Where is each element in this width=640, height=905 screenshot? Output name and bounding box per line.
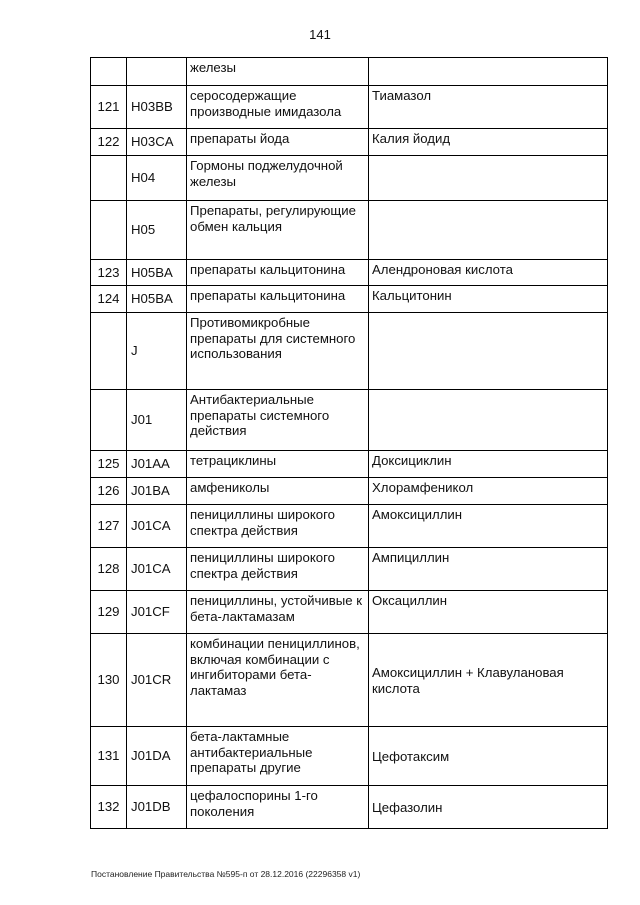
row-number: 128 xyxy=(91,548,127,591)
atc-code: J01DB xyxy=(127,786,187,829)
atc-code: J01CA xyxy=(127,505,187,548)
atc-code: J01CA xyxy=(127,548,187,591)
row-number: 129 xyxy=(91,591,127,634)
drug-name: Тиамазол xyxy=(369,86,608,129)
row-number xyxy=(91,156,127,201)
group-name: пенициллины, устойчивые к бета-лактамазам xyxy=(187,591,369,634)
table-row xyxy=(91,505,608,548)
atc-code: H04 xyxy=(127,156,187,201)
atc-code: H05BA xyxy=(127,260,187,286)
drug-name: Цефотаксим xyxy=(369,727,608,786)
drug-name xyxy=(369,58,608,86)
page-number: 141 xyxy=(309,27,331,42)
atc-code xyxy=(127,58,187,86)
group-name: тетрациклины xyxy=(187,451,369,478)
drug-name: Хлорамфеникол xyxy=(369,478,608,505)
group-name: серосодержащие производные имидазола xyxy=(187,86,369,129)
table-row xyxy=(91,390,608,451)
row-number: 126 xyxy=(91,478,127,505)
drug-name xyxy=(369,390,608,451)
group-name: амфениколы xyxy=(187,478,369,505)
group-name: Препараты, регулирующие обмен кальция xyxy=(187,201,369,260)
group-name: препараты кальцитонина xyxy=(187,260,369,286)
table-row xyxy=(91,129,608,156)
document-footer: Постановление Правительства №595-п от 28.12.2016 (22296358 v1) xyxy=(91,869,361,879)
table-row xyxy=(91,727,608,786)
row-number xyxy=(91,201,127,260)
atc-code: H03BB xyxy=(127,86,187,129)
group-name: пенициллины широкого спектра действия xyxy=(187,505,369,548)
atc-code: H05BA xyxy=(127,286,187,313)
row-number: 131 xyxy=(91,727,127,786)
drug-name: Амоксициллин xyxy=(369,505,608,548)
atc-code: J xyxy=(127,313,187,390)
row-number: 125 xyxy=(91,451,127,478)
group-name: комбинации пенициллинов, включая комбинации с ингибиторами бета-лактамаз xyxy=(187,634,369,727)
group-name: Антибактериальные препараты системного действия xyxy=(187,390,369,451)
atc-code: J01 xyxy=(127,390,187,451)
row-number: 121 xyxy=(91,86,127,129)
table-row xyxy=(91,313,608,390)
row-number: 132 xyxy=(91,786,127,829)
drug-name xyxy=(369,313,608,390)
atc-code: H03CA xyxy=(127,129,187,156)
table-row xyxy=(91,156,608,201)
row-number: 127 xyxy=(91,505,127,548)
row-number xyxy=(91,58,127,86)
drug-name: Калия йодид xyxy=(369,129,608,156)
drug-table xyxy=(90,57,608,829)
group-name: Гормоны поджелудочной железы xyxy=(187,156,369,201)
drug-name: Цефазолин xyxy=(369,786,608,829)
table-row xyxy=(91,201,608,260)
table-row xyxy=(91,286,608,313)
drug-name xyxy=(369,201,608,260)
atc-code: J01DA xyxy=(127,727,187,786)
table-row xyxy=(91,634,608,727)
atc-code: J01CR xyxy=(127,634,187,727)
group-name: цефалоспорины 1-го поколения xyxy=(187,786,369,829)
drug-name: Ампициллин xyxy=(369,548,608,591)
drug-name: Алендроновая кислота xyxy=(369,260,608,286)
row-number: 122 xyxy=(91,129,127,156)
row-number: 124 xyxy=(91,286,127,313)
table-row xyxy=(91,786,608,829)
group-name: препараты йода xyxy=(187,129,369,156)
group-name: железы xyxy=(187,58,369,86)
atc-code: J01CF xyxy=(127,591,187,634)
drug-name: Амоксициллин + Клавулановая кислота xyxy=(369,634,608,727)
table-row xyxy=(91,260,608,286)
drug-name: Доксициклин xyxy=(369,451,608,478)
group-name: Противомикробные препараты для системного использования xyxy=(187,313,369,390)
row-number: 123 xyxy=(91,260,127,286)
row-number xyxy=(91,390,127,451)
group-name: бета-лактамные антибактериальные препараты другие xyxy=(187,727,369,786)
table-row xyxy=(91,451,608,478)
group-name: пенициллины широкого спектра действия xyxy=(187,548,369,591)
table-row xyxy=(91,86,608,129)
table-row xyxy=(91,591,608,634)
row-number: 130 xyxy=(91,634,127,727)
drug-name: Кальцитонин xyxy=(369,286,608,313)
table-row xyxy=(91,58,608,86)
atc-code: H05 xyxy=(127,201,187,260)
atc-code: J01BA xyxy=(127,478,187,505)
table-row xyxy=(91,548,608,591)
table-row xyxy=(91,478,608,505)
atc-code: J01AA xyxy=(127,451,187,478)
group-name: препараты кальцитонина xyxy=(187,286,369,313)
drug-name xyxy=(369,156,608,201)
row-number xyxy=(91,313,127,390)
drug-name: Оксациллин xyxy=(369,591,608,634)
